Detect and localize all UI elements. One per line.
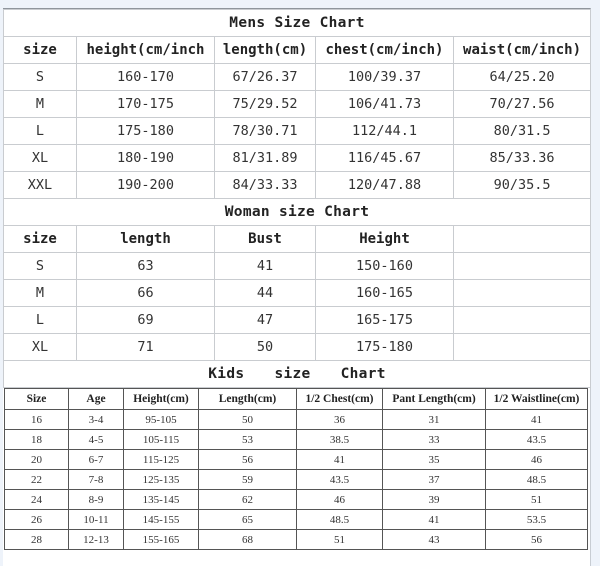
kids-value-cell: 43.5 <box>297 470 383 490</box>
mens-table-row <box>4 91 591 118</box>
kids-table-row <box>5 430 588 450</box>
kids-value-cell: 56 <box>486 530 588 550</box>
kids-value-cell: 35 <box>383 450 486 470</box>
kids-value-cell: 145-155 <box>124 510 199 530</box>
woman-value-cell: 150-160 <box>316 253 454 280</box>
kids-value-cell: 37 <box>383 470 486 490</box>
woman-value-cell: 41 <box>215 253 316 280</box>
mens-value-cell: 90/35.5 <box>454 172 591 199</box>
mens-value-cell: 180-190 <box>77 145 215 172</box>
woman-value-cell: 66 <box>77 280 215 307</box>
kids-title-row <box>4 361 591 388</box>
mens-title-row <box>4 10 591 37</box>
mens-value-cell: 170-175 <box>77 91 215 118</box>
kids-value-cell: 41 <box>383 510 486 530</box>
mens-value-cell: 116/45.67 <box>316 145 454 172</box>
kids-column-header: Length(cm) <box>199 389 297 410</box>
mens-value-cell: 85/33.36 <box>454 145 591 172</box>
kids-size-table <box>4 388 588 550</box>
kids-column-header: Height(cm) <box>124 389 199 410</box>
kids-value-cell: 51 <box>297 530 383 550</box>
kids-value-cell: 46 <box>486 450 588 470</box>
mens-header-row <box>4 37 591 64</box>
size-chart-sheet <box>3 8 591 566</box>
woman-value-cell: 69 <box>77 307 215 334</box>
woman-value-cell: 50 <box>215 334 316 361</box>
kids-table-row <box>5 510 588 530</box>
kids-column-header: Pant Length(cm) <box>383 389 486 410</box>
mens-value-cell: 70/27.56 <box>454 91 591 118</box>
woman-column-header: Bust <box>215 226 316 253</box>
woman-column-header: size <box>4 226 77 253</box>
kids-value-cell: 8-9 <box>69 490 124 510</box>
kids-value-cell: 4-5 <box>69 430 124 450</box>
woman-table-row <box>4 307 591 334</box>
kids-size-cell: 16 <box>5 410 69 430</box>
mens-table-row <box>4 64 591 91</box>
mens-chart-title: Mens Size Chart <box>4 10 591 37</box>
kids-column-header: 1/2 Waistline(cm) <box>486 389 588 410</box>
kids-value-cell: 12-13 <box>69 530 124 550</box>
kids-chart-title: Kids size Chart <box>4 361 591 388</box>
kids-table-row <box>5 450 588 470</box>
kids-header-row <box>5 389 588 410</box>
mens-value-cell: 75/29.52 <box>215 91 316 118</box>
mens-value-cell: 120/47.88 <box>316 172 454 199</box>
woman-value-cell <box>454 253 591 280</box>
kids-value-cell: 51 <box>486 490 588 510</box>
mens-value-cell: 81/31.89 <box>215 145 316 172</box>
kids-value-cell: 95-105 <box>124 410 199 430</box>
mens-column-header: size <box>4 37 77 64</box>
kids-column-header: 1/2 Chest(cm) <box>297 389 383 410</box>
mens-column-header: height(cm/inch <box>77 37 215 64</box>
kids-column-header: Age <box>69 389 124 410</box>
kids-size-cell: 20 <box>5 450 69 470</box>
kids-value-cell: 135-145 <box>124 490 199 510</box>
woman-size-cell: XL <box>4 334 77 361</box>
kids-value-cell: 115-125 <box>124 450 199 470</box>
mens-table-row <box>4 118 591 145</box>
woman-size-cell: M <box>4 280 77 307</box>
woman-value-cell <box>454 280 591 307</box>
kids-value-cell: 41 <box>297 450 383 470</box>
mens-table-row <box>4 172 591 199</box>
kids-size-cell: 18 <box>5 430 69 450</box>
mens-value-cell: 175-180 <box>77 118 215 145</box>
kids-value-cell: 48.5 <box>486 470 588 490</box>
kids-value-cell: 59 <box>199 470 297 490</box>
woman-column-header <box>454 226 591 253</box>
woman-value-cell <box>454 334 591 361</box>
kids-value-cell: 43 <box>383 530 486 550</box>
woman-value-cell: 160-165 <box>316 280 454 307</box>
mens-column-header: length(cm) <box>215 37 316 64</box>
woman-column-header: length <box>77 226 215 253</box>
kids-size-cell: 24 <box>5 490 69 510</box>
kids-value-cell: 10-11 <box>69 510 124 530</box>
mens-value-cell: 64/25.20 <box>454 64 591 91</box>
mens-value-cell: 112/44.1 <box>316 118 454 145</box>
kids-value-cell: 125-135 <box>124 470 199 490</box>
woman-value-cell: 44 <box>215 280 316 307</box>
kids-value-cell: 48.5 <box>297 510 383 530</box>
kids-column-header: Size <box>5 389 69 410</box>
woman-value-cell <box>454 307 591 334</box>
woman-size-cell: S <box>4 253 77 280</box>
mens-size-cell: XXL <box>4 172 77 199</box>
woman-column-header: Height <box>316 226 454 253</box>
kids-value-cell: 43.5 <box>486 430 588 450</box>
woman-value-cell: 47 <box>215 307 316 334</box>
kids-value-cell: 6-7 <box>69 450 124 470</box>
mens-woman-size-table <box>3 9 591 388</box>
mens-column-header: waist(cm/inch) <box>454 37 591 64</box>
kids-value-cell: 50 <box>199 410 297 430</box>
kids-value-cell: 31 <box>383 410 486 430</box>
woman-value-cell: 165-175 <box>316 307 454 334</box>
kids-value-cell: 39 <box>383 490 486 510</box>
kids-value-cell: 46 <box>297 490 383 510</box>
mens-value-cell: 80/31.5 <box>454 118 591 145</box>
kids-size-cell: 26 <box>5 510 69 530</box>
kids-value-cell: 53 <box>199 430 297 450</box>
kids-value-cell: 65 <box>199 510 297 530</box>
kids-table-row <box>5 490 588 510</box>
woman-table-row <box>4 280 591 307</box>
mens-value-cell: 84/33.33 <box>215 172 316 199</box>
woman-title-row <box>4 199 591 226</box>
kids-value-cell: 62 <box>199 490 297 510</box>
mens-value-cell: 106/41.73 <box>316 91 454 118</box>
woman-value-cell: 71 <box>77 334 215 361</box>
mens-value-cell: 78/30.71 <box>215 118 316 145</box>
kids-table-row <box>5 470 588 490</box>
woman-header-row <box>4 226 591 253</box>
kids-table-row <box>5 530 588 550</box>
woman-table-row <box>4 253 591 280</box>
mens-size-cell: M <box>4 91 77 118</box>
mens-value-cell: 100/39.37 <box>316 64 454 91</box>
woman-size-cell: L <box>4 307 77 334</box>
mens-size-cell: XL <box>4 145 77 172</box>
kids-value-cell: 33 <box>383 430 486 450</box>
kids-value-cell: 105-115 <box>124 430 199 450</box>
mens-size-cell: L <box>4 118 77 145</box>
kids-value-cell: 3-4 <box>69 410 124 430</box>
mens-column-header: chest(cm/inch) <box>316 37 454 64</box>
woman-value-cell: 63 <box>77 253 215 280</box>
mens-table-row <box>4 145 591 172</box>
woman-value-cell: 175-180 <box>316 334 454 361</box>
kids-value-cell: 53.5 <box>486 510 588 530</box>
mens-value-cell: 190-200 <box>77 172 215 199</box>
kids-value-cell: 155-165 <box>124 530 199 550</box>
mens-value-cell: 160-170 <box>77 64 215 91</box>
kids-value-cell: 38.5 <box>297 430 383 450</box>
kids-table-row <box>5 410 588 430</box>
mens-value-cell: 67/26.37 <box>215 64 316 91</box>
kids-size-cell: 22 <box>5 470 69 490</box>
kids-value-cell: 68 <box>199 530 297 550</box>
woman-chart-title: Woman size Chart <box>4 199 591 226</box>
mens-size-cell: S <box>4 64 77 91</box>
kids-value-cell: 36 <box>297 410 383 430</box>
woman-table-row <box>4 334 591 361</box>
kids-size-cell: 28 <box>5 530 69 550</box>
kids-value-cell: 56 <box>199 450 297 470</box>
kids-value-cell: 41 <box>486 410 588 430</box>
kids-value-cell: 7-8 <box>69 470 124 490</box>
